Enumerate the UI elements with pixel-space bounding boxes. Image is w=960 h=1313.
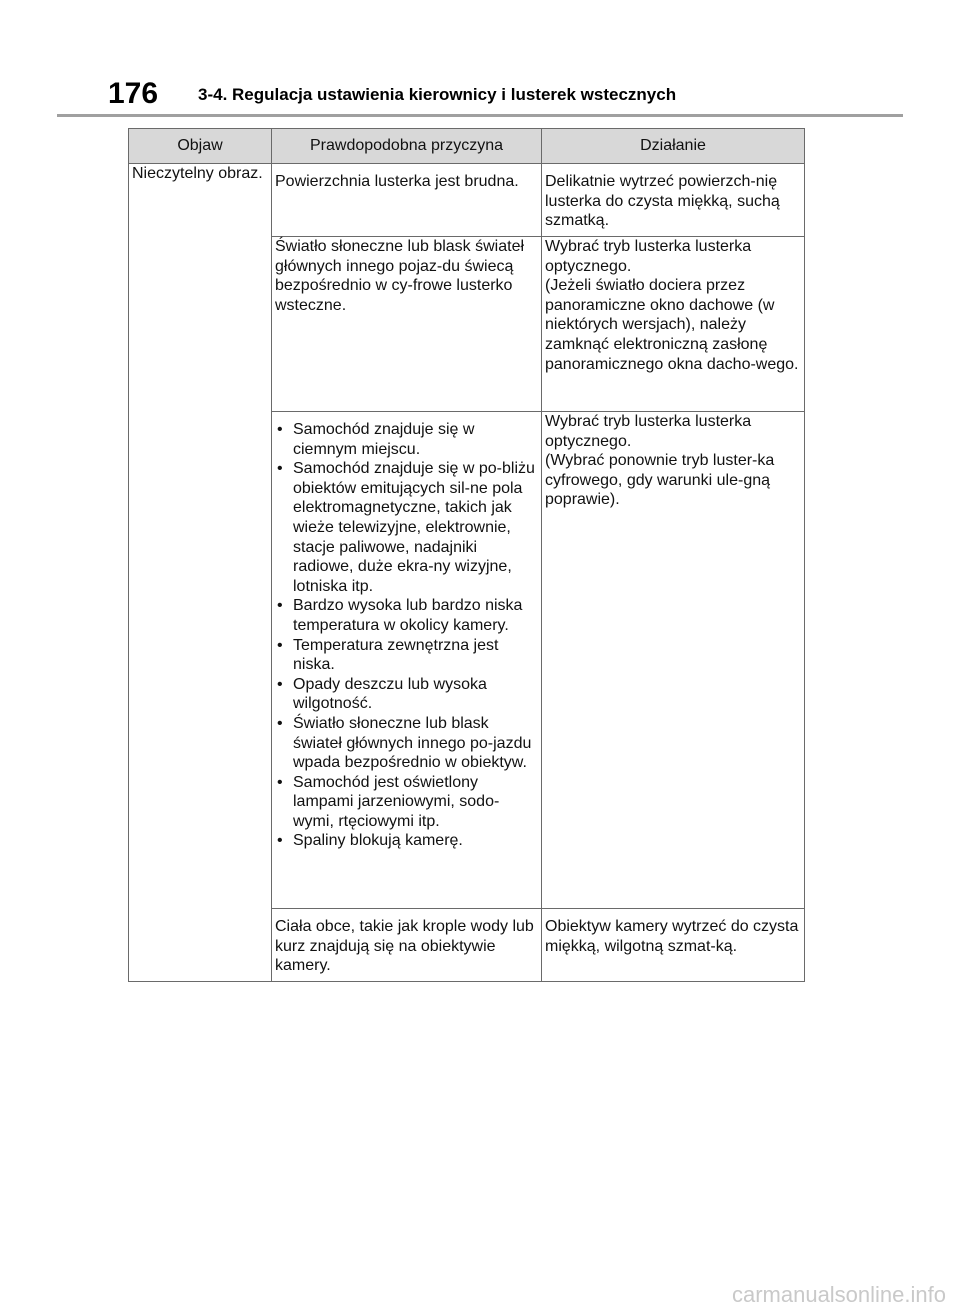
cause-list-item: • Światło słoneczne lub blask świateł głównych innego po-jazdu wpada bezpośrednio w obiektyw.: [275, 714, 538, 773]
column-header-action: Działanie: [542, 129, 805, 164]
symptom-cell: [129, 164, 272, 982]
action-line: (Jeżeli światło dociera przez panoramiczne okno dachowe (w niektórych wersjach), należy zamknąć elektroniczną zasłonę panoramicznego okna dacho-wego.: [545, 277, 799, 373]
table-row: [129, 164, 805, 237]
cause-cell: [272, 412, 542, 909]
cause-list: [275, 420, 538, 851]
column-header-cause: Prawdopodobna przyczyna: [272, 129, 542, 164]
cause-cell: Światło słoneczne lub blask świateł głównych innego pojaz-du świecą bezpośrednio w cy-frowe lusterko wsteczne.: [272, 237, 542, 412]
header-divider: [57, 114, 903, 117]
cause-list-item: • Spaliny blokują kamerę.: [275, 831, 538, 851]
watermark: carmanualsonline.info: [731, 1282, 946, 1307]
cause-list-item: • Opady deszczu lub wysoka wilgotność.: [275, 675, 538, 714]
action-cell: Obiektyw kamery wytrzeć do czysta miękką, wilgotną szmat-ką.: [542, 909, 805, 982]
section-title: 3-4. Regulacja ustawienia kierownicy i lusterek wstecznych: [198, 85, 677, 104]
action-line: Wybrać tryb lusterka lusterka optycznego.: [545, 238, 752, 275]
cause-list-item: • Samochód jest oświetlony lampami jarzeniowymi, sodo-wymi, rtęciowymi itp.: [275, 773, 538, 832]
cause-cell: Powierzchnia lusterka jest brudna.: [272, 164, 542, 237]
cause-list-item: • Samochód znajduje się w ciemnym miejscu.: [275, 420, 538, 459]
action-cell: [542, 412, 805, 909]
action-line: (Wybrać ponownie tryb luster-ka cyfrowego, gdy warunki ule-gną poprawie).: [545, 452, 775, 509]
cause-cell: Ciała obce, takie jak krople wody lub kurz znajdują się na obiektywie kamery.: [272, 909, 542, 982]
cause-list-item: • Bardzo wysoka lub bardzo niska temperatura w okolicy kamery.: [275, 596, 538, 635]
page-number: 176: [108, 77, 159, 110]
table-header-row: [129, 129, 805, 164]
cause-list-item: • Temperatura zewnętrzna jest niska.: [275, 636, 538, 675]
action-cell: [542, 237, 805, 412]
action-cell: Delikatnie wytrzeć powierzch-nię lusterka do czysta miękką, suchą szmatką.: [542, 164, 805, 237]
column-header-symptom: Objaw: [129, 129, 272, 164]
troubleshooting-table: [128, 128, 805, 982]
cause-list-item: • Samochód znajduje się w po-bliżu obiektów emitujących sil-ne pola elektromagnetyczne, takich jak wieże telewizyjne, elektrownie, stacje paliwowe, nadajniki radiowe, duże ekra-ny wizyjne, lotniska itp.: [275, 459, 538, 596]
symptom-text: Nieczytelny obraz.: [132, 165, 263, 182]
page-header: [108, 78, 908, 114]
action-line: Wybrać tryb lusterka lusterka optycznego.: [545, 413, 752, 450]
